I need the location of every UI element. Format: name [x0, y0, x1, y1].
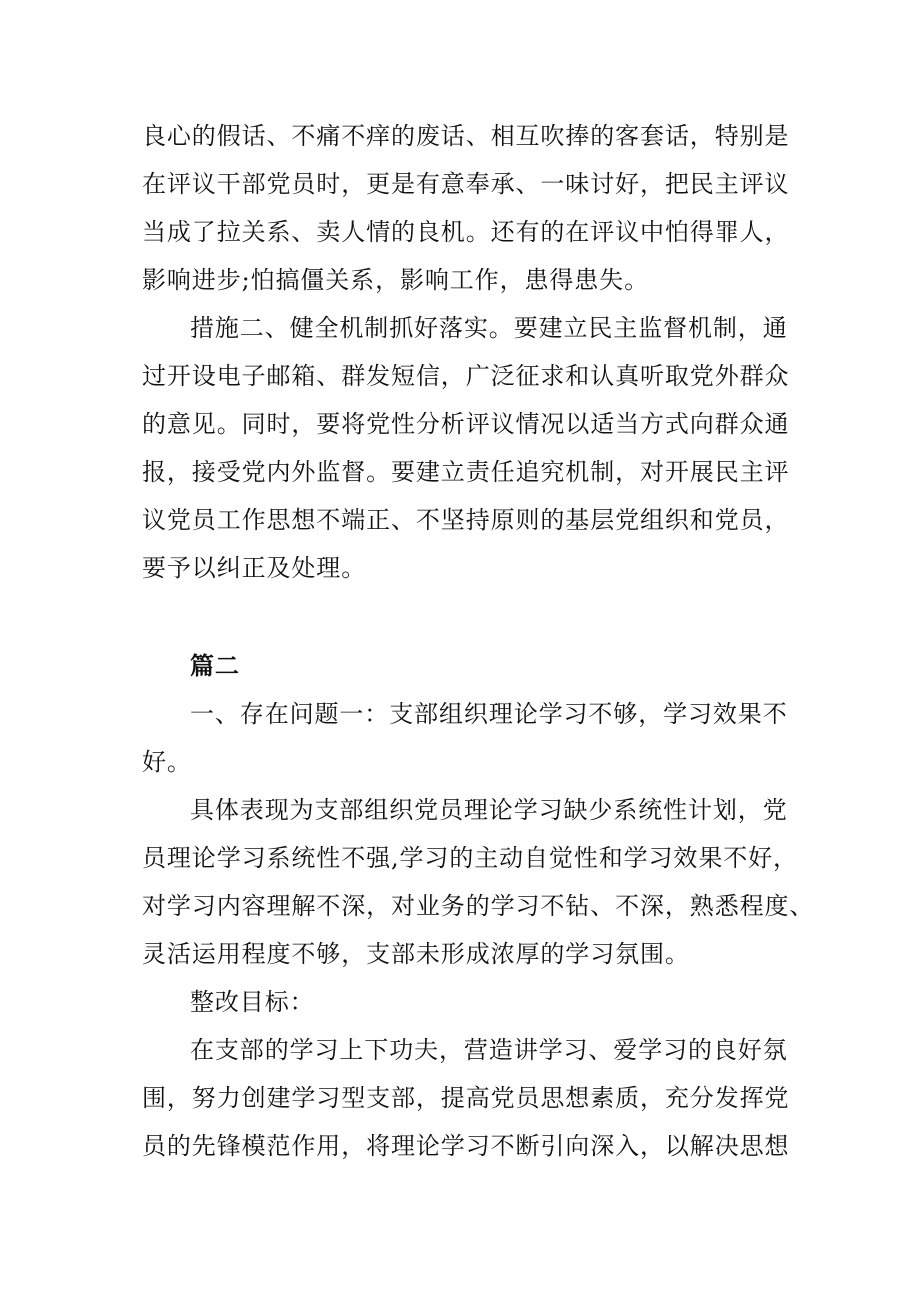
- paragraph-line: 对学习内容理解不深，对业务的学习不钻、不深，熟悉程度、: [142, 892, 815, 920]
- paragraph-line: 员理论学习系统性不强,学习的主动自觉性和学习效果不好，: [142, 844, 798, 872]
- paragraph-line: 灵活运用程度不够，支部未形成浓厚的学习氛围。: [142, 940, 690, 968]
- paragraph-line: 过开设电子邮箱、群发短信，广泛征求和认真听取党外群众: [142, 362, 790, 390]
- paragraph-line: 措施二、健全机制抓好落实。要建立民主监督机制，通: [190, 314, 788, 342]
- paragraph-line: 好。: [142, 748, 192, 776]
- paragraph-line: 员的先锋模范作用，将理论学习不断引向深入，以解决思想: [142, 1132, 790, 1160]
- paragraph-line: 当成了拉关系、卖人情的良机。还有的在评议中怕得罪人，: [142, 218, 790, 246]
- paragraph-line: 议党员工作思想不端正、不坚持原则的基层党组织和党员，: [142, 506, 790, 534]
- paragraph-line: 的意见。同时，要将党性分析评议情况以适当方式向群众通: [142, 410, 790, 438]
- paragraph-line: 整改目标：: [190, 988, 315, 1016]
- paragraph-line: 在支部的学习上下功夫，营造讲学习、爱学习的良好氛: [190, 1036, 788, 1064]
- paragraph-line: 在评议干部党员时，更是有意奉承、一味讨好，把民主评议: [142, 170, 790, 198]
- paragraph-line: 具体表现为支部组织党员理论学习缺少系统性计划，党: [190, 796, 788, 824]
- paragraph-line: 报，接受党内外监督。要建立责任追究机制，对开展民主评: [142, 458, 790, 486]
- paragraph-line: 一、存在问题一：支部组织理论学习不够，学习效果不: [190, 700, 788, 728]
- section-heading: 篇二: [190, 651, 240, 680]
- paragraph-line: 要予以纠正及处理。: [142, 554, 367, 582]
- paragraph-line: 影响进步;怕搞僵关系，影响工作，患得患失。: [142, 266, 649, 294]
- paragraph-line: 良心的假话、不痛不痒的废话、相互吹捧的客套话，特别是: [142, 122, 790, 150]
- paragraph-line: 围，努力创建学习型支部，提高党员思想素质，充分发挥党: [142, 1084, 790, 1112]
